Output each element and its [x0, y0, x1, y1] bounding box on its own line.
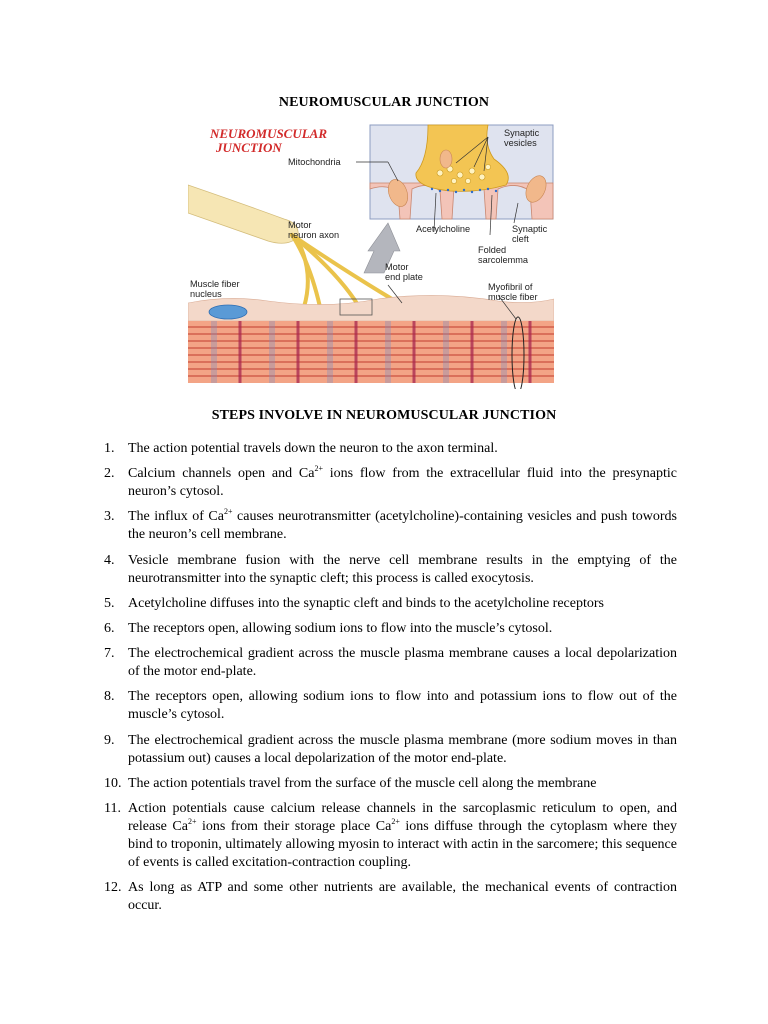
label-myofibril-1: Myofibril of	[488, 282, 533, 292]
label-motor-neuron-axon-2: neuron axon	[288, 230, 340, 240]
step-text: Calcium channels open and	[128, 466, 299, 482]
step-number: 5.	[104, 595, 115, 611]
steps-title: STEPS INVOLVE IN NEUROMUSCULAR JUNCTION	[211, 408, 557, 423]
step-text: The electrochemical gradient across the muscle plasma membrane causes a local depolarization of the motor end-plate.	[128, 646, 677, 680]
step-number: 3.	[104, 509, 115, 525]
muscle-fiber-nucleus	[209, 305, 247, 319]
step-text: The electrochemical gradient across the muscle plasma membrane (more sodium moves in than potassium out) causes a local depolarization of the motor end-plate.	[128, 732, 677, 766]
step-number: 6.	[104, 620, 115, 636]
step-item	[104, 465, 677, 501]
ca-symbol: Ca	[375, 818, 392, 834]
step-number: 2.	[104, 466, 115, 482]
step-number: 10.	[104, 775, 122, 791]
ca-symbol: Ca	[208, 509, 224, 525]
step-item	[104, 645, 677, 681]
label-synaptic-vesicles-1: Synaptic	[504, 128, 540, 138]
label-motor-end-plate-1: Motor	[385, 262, 409, 272]
step-number: 7.	[104, 646, 115, 662]
step-number: 8.	[104, 689, 115, 705]
step-item	[104, 440, 677, 458]
neuromuscular-junction-diagram	[188, 123, 554, 389]
step-item	[104, 508, 677, 544]
step-number: 4.	[104, 552, 115, 568]
ca-charge: 2+	[314, 464, 323, 474]
ca-symbol: Ca	[172, 818, 188, 834]
step-number: 12.	[104, 880, 122, 896]
label-motor-neuron-axon-1: Motor	[288, 220, 312, 230]
step-item	[104, 879, 677, 915]
step-text: Vesicle membrane fusion with the nerve cell membrane results in the emptying of the neurotransmitter into the synaptic cleft; this process is called exocytosis.	[128, 552, 677, 586]
figure-heading-line2: JUNCTION	[216, 140, 282, 155]
step-text: causes neurotransmitter (acetylcholine)-containing vesicles and push towords the neuron’s cell membrane.	[128, 509, 677, 543]
label-myofibril-2: muscle fiber	[488, 292, 538, 302]
label-folded-sarcolemma-1: Folded	[478, 245, 507, 255]
step-text: The action potential travels down the neuron to the axon terminal.	[128, 441, 498, 456]
label-muscle-fiber-nucleus-2: nucleus	[190, 289, 222, 299]
step-item	[104, 595, 677, 613]
step-item	[104, 732, 677, 768]
label-motor-end-plate-2: end plate	[385, 272, 423, 282]
figure-heading-line1: NEUROMUSCULAR	[210, 126, 328, 141]
myofibril-body	[188, 317, 554, 389]
ca-charge: 2+	[391, 816, 400, 826]
step-text: The receptors open, allowing sodium ions to flow into and potassium ions to flow out of the muscle’s cytosol.	[128, 689, 677, 723]
label-synaptic-vesicles-2: vesicles	[504, 138, 537, 148]
step-number: 11.	[104, 800, 121, 816]
label-synaptic-cleft-1: Synaptic	[512, 224, 548, 234]
ca-charge: 2+	[187, 816, 197, 826]
label-acetylcholine: Acetylcholine	[416, 224, 471, 234]
step-text: Action potentials cause calcium release channels in the sarcoplasmic reticulum to open, and release	[128, 800, 677, 834]
step-item	[104, 552, 677, 588]
step-text: The influx of	[128, 509, 209, 525]
step-item	[104, 688, 677, 724]
step-item	[104, 800, 677, 872]
step-text: The receptors open, allowing sodium ions to flow into the muscle’s cytosol.	[128, 620, 553, 636]
label-synaptic-cleft-2: cleft	[512, 234, 529, 244]
step-number: 1.	[104, 441, 115, 456]
ca-symbol: Ca	[298, 466, 315, 482]
ca-charge: 2+	[223, 507, 233, 517]
page-title: NEUROMUSCULAR JUNCTION	[278, 95, 490, 110]
step-text: ions from their storage place	[196, 818, 376, 834]
step-text: Acetylcholine diffuses into the synaptic cleft and binds to the acetylcholine receptors	[128, 595, 604, 611]
step-text: ions flow from the extracellular fluid into the presynaptic neuron’s cytosol.	[128, 466, 677, 500]
step-text: As long as ATP and some other nutrients are available, the mechanical events of contraction occur.	[128, 880, 677, 914]
step-text: ions diffuse through the cytoplasm where they bind to troponin, ultimately allowing myosin to interact with actin in the sarcomere; this sequence of events is called excitation-contraction coupling.	[128, 818, 678, 870]
step-item	[104, 620, 677, 638]
label-mitochondria: Mitochondria	[288, 157, 341, 167]
motor-neuron-axon	[188, 185, 298, 243]
steps-list	[104, 440, 677, 922]
step-number: 9.	[104, 732, 115, 748]
step-item	[104, 775, 677, 793]
step-text: The action potentials travel from the surface of the muscle cell along the membrane	[128, 775, 597, 791]
label-folded-sarcolemma-2: sarcolemma	[478, 255, 529, 265]
label-muscle-fiber-nucleus-1: Muscle fiber	[190, 279, 240, 289]
